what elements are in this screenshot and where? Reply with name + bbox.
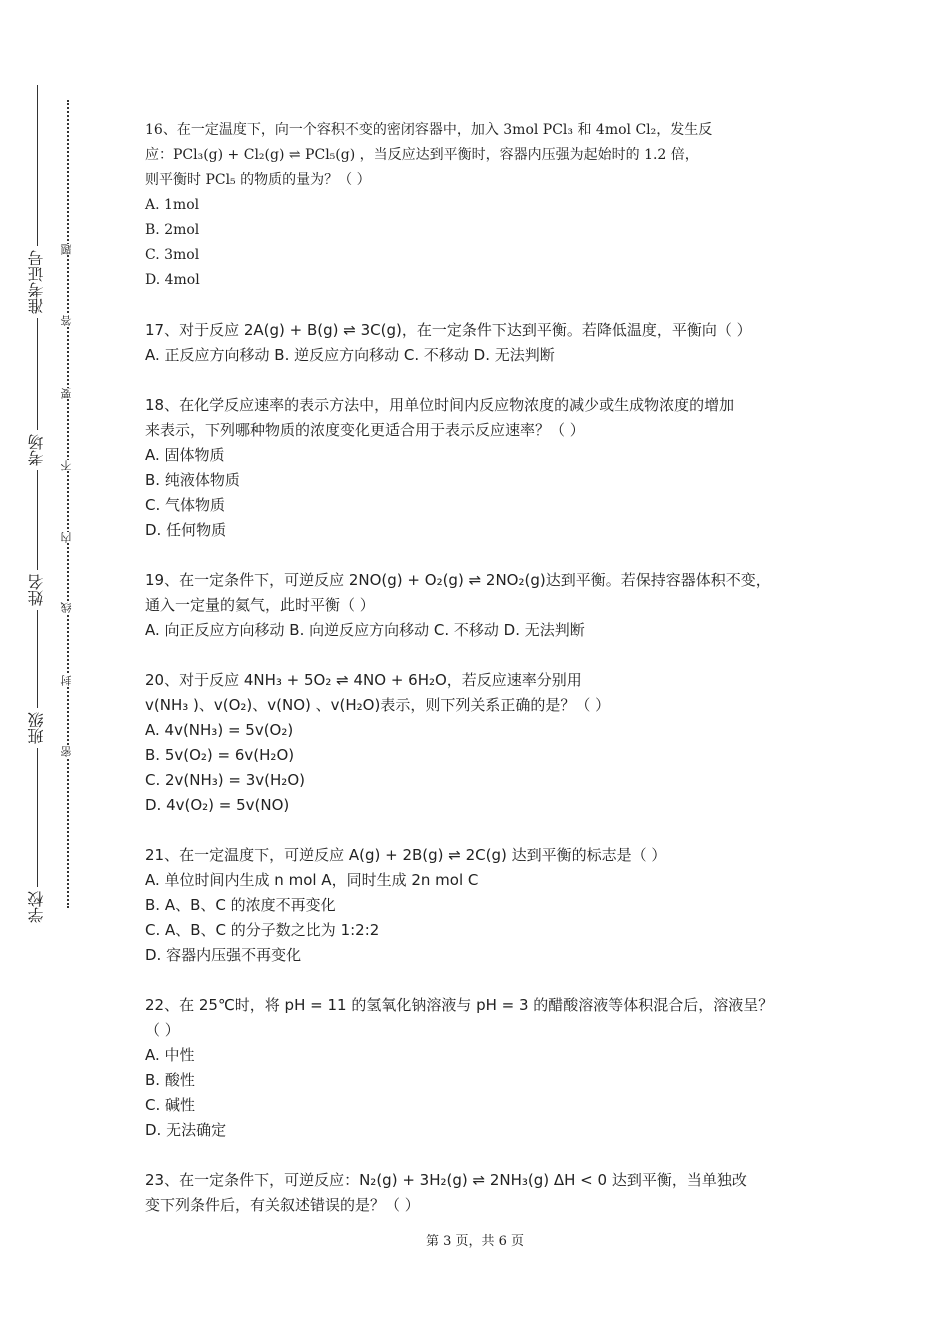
seal-char: 答	[60, 315, 76, 326]
seal-char: 内	[60, 532, 76, 543]
question-text-line: 通入一定量的氦气，此时平衡（ ）	[145, 596, 375, 614]
seal-char: 线	[60, 602, 76, 613]
question-text-line: 变下列条件后，有关叙述错误的是？（ ）	[145, 1196, 420, 1214]
question-text-line: 则平衡时 PCl₅ 的物质的量为？（ ）	[145, 172, 371, 188]
question-21	[145, 843, 835, 968]
option: C. 2v(NH₃) = 3v(H₂O)	[145, 771, 305, 789]
seal-char: 密	[60, 746, 76, 757]
option: A. 1mol	[145, 197, 200, 213]
class-label: 班级	[22, 708, 52, 748]
option: A. 正反应方向移动 B. 逆反应方向移动 C. 不移动 D. 无法判断	[145, 346, 555, 364]
question-17	[145, 318, 835, 368]
option: D. 任何物质	[145, 521, 227, 539]
option: B. 2mol	[145, 222, 200, 238]
name-label: 姓名	[22, 570, 52, 610]
option: D. 4mol	[145, 272, 200, 288]
option: D. 无法确定	[145, 1121, 227, 1139]
seal-char: 封	[60, 675, 76, 686]
exam-id-label: 准考证号	[22, 246, 52, 318]
option: C. A、B、C 的分子数之比为 1:2:2	[145, 921, 380, 939]
option: A. 中性	[145, 1046, 195, 1064]
question-text-line: 20、对于反应 4NH₃ + 5O₂ ⇌ 4NO + 6H₂O，若反应速率分别用	[145, 671, 582, 689]
question-text-line: 19、在一定条件下，可逆反应 2NO(g) + O₂(g) ⇌ 2NO₂(g)达到平衡。若保持容器体积不变，	[145, 571, 771, 589]
option: A. 向正反应方向移动 B. 向逆反应方向移动 C. 不移动 D. 无法判断	[145, 621, 585, 639]
option: D. 4v(O₂) = 5v(NO)	[145, 796, 290, 814]
question-22	[145, 993, 835, 1143]
option: A. 固体物质	[145, 446, 225, 464]
seal-char: 题	[60, 244, 76, 255]
question-text-line: 22、在 25℃时，将 pH = 11 的氢氧化钠溶液与 pH = 3 的醋酸溶液等体积混合后，溶液呈？	[145, 996, 774, 1014]
seal-char: 不	[60, 460, 76, 471]
question-text-line: 18、在化学反应速率的表示方法中，用单位时间内反应物浓度的减少或生成物浓度的增加	[145, 396, 735, 414]
option: B. 纯液体物质	[145, 471, 240, 489]
question-text-line: 来表示，下列哪种物质的浓度变化更适合用于表示反应速率？（ ）	[145, 421, 585, 439]
seal-dotted-line	[67, 100, 69, 908]
option: B. A、B、C 的浓度不再变化	[145, 896, 336, 914]
question-text-line: （ ）	[145, 1021, 180, 1039]
exam-room-label: 考场	[22, 430, 52, 470]
question-text-line: v(NH₃ )、v(O₂)、v(NO) 、v(H₂O)表示，则下列关系正确的是？（ ）	[145, 696, 611, 714]
question-list	[145, 118, 835, 1243]
school-label: 学校	[22, 887, 52, 927]
question-text-line: 23、在一定条件下，可逆反应：N₂(g) + 3H₂(g) ⇌ 2NH₃(g) ΔH < 0 达到平衡，当单独改	[145, 1171, 747, 1189]
option: C. 气体物质	[145, 496, 226, 514]
question-text-line: 16、在一定温度下，向一个容积不变的密闭容器中，加入 3mol PCl₃ 和 4mol Cl₂，发生反	[145, 122, 713, 138]
question-text-line: 应：PCl₃(g) + Cl₂(g) ⇌ PCl₅(g) ，当反应达到平衡时，容器内压强为起始时的 1.2 倍，	[145, 147, 699, 163]
question-23	[145, 1168, 835, 1218]
question-18	[145, 393, 835, 543]
option: C. 碱性	[145, 1096, 196, 1114]
option: B. 5v(O₂) = 6v(H₂O)	[145, 746, 295, 764]
question-text-line: 21、在一定温度下，可逆反应 A(g) + 2B(g) ⇌ 2C(g) 达到平衡的标志是（ ）	[145, 846, 667, 864]
question-19	[145, 568, 835, 643]
page-footer: 第 3 页，共 6 页	[425, 1234, 525, 1249]
option: C. 3mol	[145, 247, 200, 263]
option: A. 4v(NH₃) = 5v(O₂)	[145, 721, 294, 739]
option: A. 单位时间内生成 n mol A，同时生成 2n mol C	[145, 871, 479, 889]
binding-margin	[0, 0, 110, 1344]
seal-char: 要	[60, 388, 76, 399]
binding-solid-line	[37, 85, 38, 925]
question-text-line: 17、对于反应 2A(g) + B(g) ⇌ 3C(g)，在一定条件下达到平衡。若降低温度，平衡向（ ）	[145, 321, 752, 339]
question-16	[145, 118, 835, 293]
question-20	[145, 668, 835, 818]
option: D. 容器内压强不再变化	[145, 946, 302, 964]
option: B. 酸性	[145, 1071, 195, 1089]
